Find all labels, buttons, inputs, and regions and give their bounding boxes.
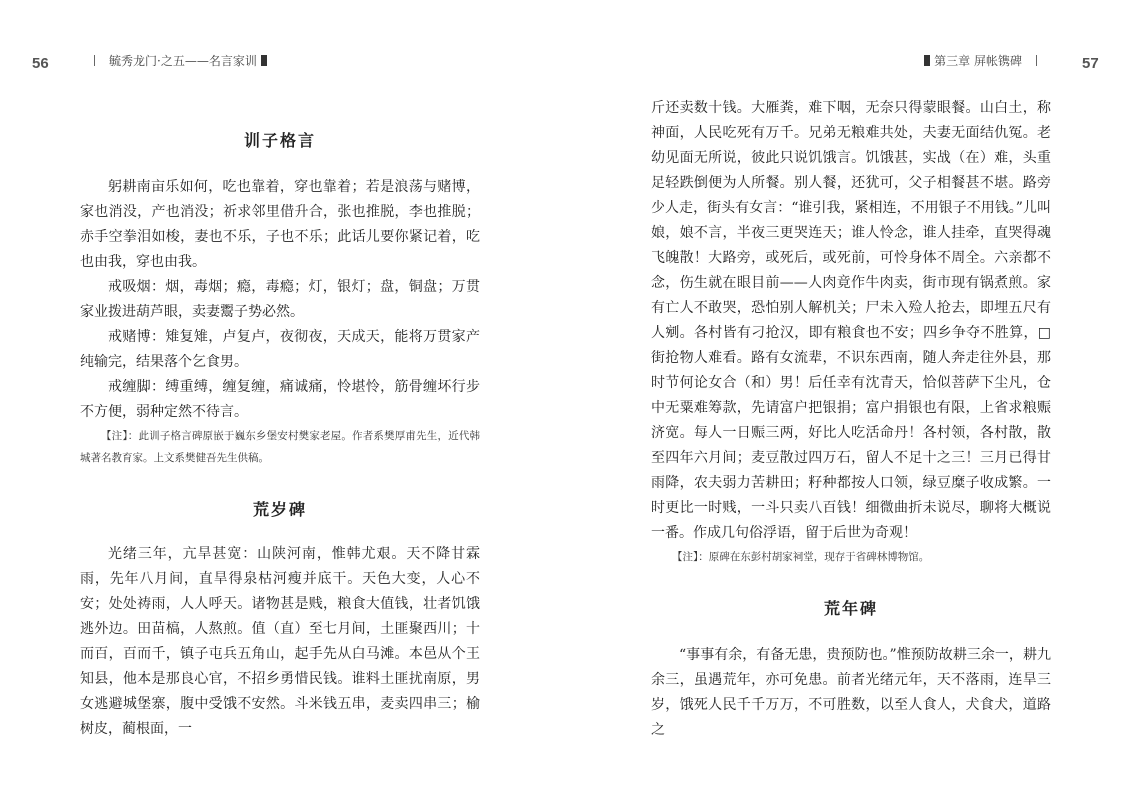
note: 【注】：原碑在东彭村胡家祠堂，现存于省碑林博物馆。 [672, 551, 930, 563]
series-title: 毓秀龙门·之五——名言家训 [109, 54, 257, 68]
header-marker [261, 55, 267, 66]
paragraph: “事事有余，有备无患，贵预防也。”惟预防故耕三余一，耕九余三，虽遇荒年，亦可免患。前者光绪元年，天不落雨，连旱三岁，饿死人民千千万万，不可胜数，以至人食人，犬食犬，道路之 [651, 647, 1051, 738]
header-divider [1036, 55, 1037, 66]
section-title: 训子格言 [243, 131, 316, 150]
running-header-right [920, 52, 1051, 69]
paragraph: 斤还卖数十钱。大雁粪，难下咽，无奈只得蒙眼餐。山白土，称神面，人民吃死有万千。兄弟无粮难共处，夫妻无面结仇冤。老幼见面无所说，彼此只说饥饿言。饥饿甚，实战（在）难，头重足轻跌倒便为人所餐。别人餐，还犹可，父子相餐甚不堪。路旁少人走，街头有女言：“谁引我，紧相连，不用银子不用钱。”儿叫娘，娘不言，半夜三更哭连天；谁人怜念，谁人挂牵，直哭得魂飞魄散！大路旁，或死后，或死前，可怜身体不周全。六亲都不念，伤生就在眼目前——人肉竟作牛肉卖，街市现有锅煮煎。家有亡人不敢哭，恐怕别人解机关；尸未入殓人抢去，即埋五尺有人剜。各村皆有刁抢汉，即有粮食也不安；四乡争夺不胜算，□街抢物人难看。路有女流辈，不识东西南，随人奔走往外县，那时节何论女合（和）男！后任幸有沈青天，恰似菩萨下尘凡，仓中无粟难筹款，先请富户把银捐；富户捐银也有限，上省求粮赈济宽。每人一日赈三两，好比人吃活命丹！各村领，各村散，散至四年六月间；麦豆散过四万石，留人不足十之三！三月已得甘雨降，农夫弱力苦耕田；籽种都按人口领，绿豆糜子收成繁。一时更比一时贱，一斗只卖八百钱！细微曲折未说尽，聊将大概说一番。作成几句俗浮语，留于后世为奇观！ [651, 100, 1051, 541]
page-number-right: 57 [1082, 55, 1099, 72]
right-page [651, 96, 1051, 743]
running-header-left [80, 52, 271, 69]
paragraph: 戒吸烟：烟，毒烟；瘾，毒瘾；灯，银灯；盘，铜盘；万贯家业拨进葫芦眼，卖妻鬻子势必然。 [80, 279, 480, 320]
header-divider [94, 55, 95, 66]
page-number-left: 56 [32, 55, 49, 72]
paragraph: 戒缠脚：缚重缚，缠复缠，痛诚痛，怜堪怜，筋骨缠坏行步不方便，弱种定然不待言。 [80, 379, 480, 420]
section-title: 荒岁碑 [252, 500, 307, 519]
paragraph: 戒赌博：雉复雉，卢复卢，夜彻夜，天成天，能将万贯家产纯输完，结果落个乞食男。 [80, 329, 480, 370]
paragraph: 光绪三年，亢旱甚宽：山陕河南，惟韩尤艰。天不降甘霖雨，先年八月间，直旱得泉枯河瘦并底干。天色大变，人心不安；处处祷雨，人人呼天。诸物甚是贱，粮食大值钱，壮者饥饿逃外边。田苗槁，人熬煎。值（直）至七月间，土匪聚西川；十而百，百而千，镇子屯兵五角山，起手先从白马滩。本邑从个王知县，他本是那良心官，不招乡勇惜民钱。谁料土匪扰南原，男女逃避城堡寨，腹中受饿不安然。斗米钱五串，麦卖四串三；榆树皮，蔺根面，一 [80, 546, 480, 737]
note: 【注】：此训子格言碑原嵌于巍东乡堡安村樊家老屋。作者系樊厚甫先生，近代韩城著名教育家。上文系樊健吾先生供稿。 [80, 430, 480, 464]
paragraph: 躬耕南亩乐如何，吃也靠着，穿也靠着；若是浪荡与赌博，家也消没，产也消没；祈求邻里借升合，张也推脱，李也推脱；赤手空拳泪如梭，妻也不乐，子也不乐；此话儿要你紧记着，吃也由我，穿也由我。 [80, 179, 480, 270]
header-marker [924, 55, 930, 66]
section-title: 荒年碑 [823, 599, 878, 618]
left-page [80, 96, 480, 742]
chapter-title: 第三章 屏帐镌碑 [934, 54, 1022, 68]
